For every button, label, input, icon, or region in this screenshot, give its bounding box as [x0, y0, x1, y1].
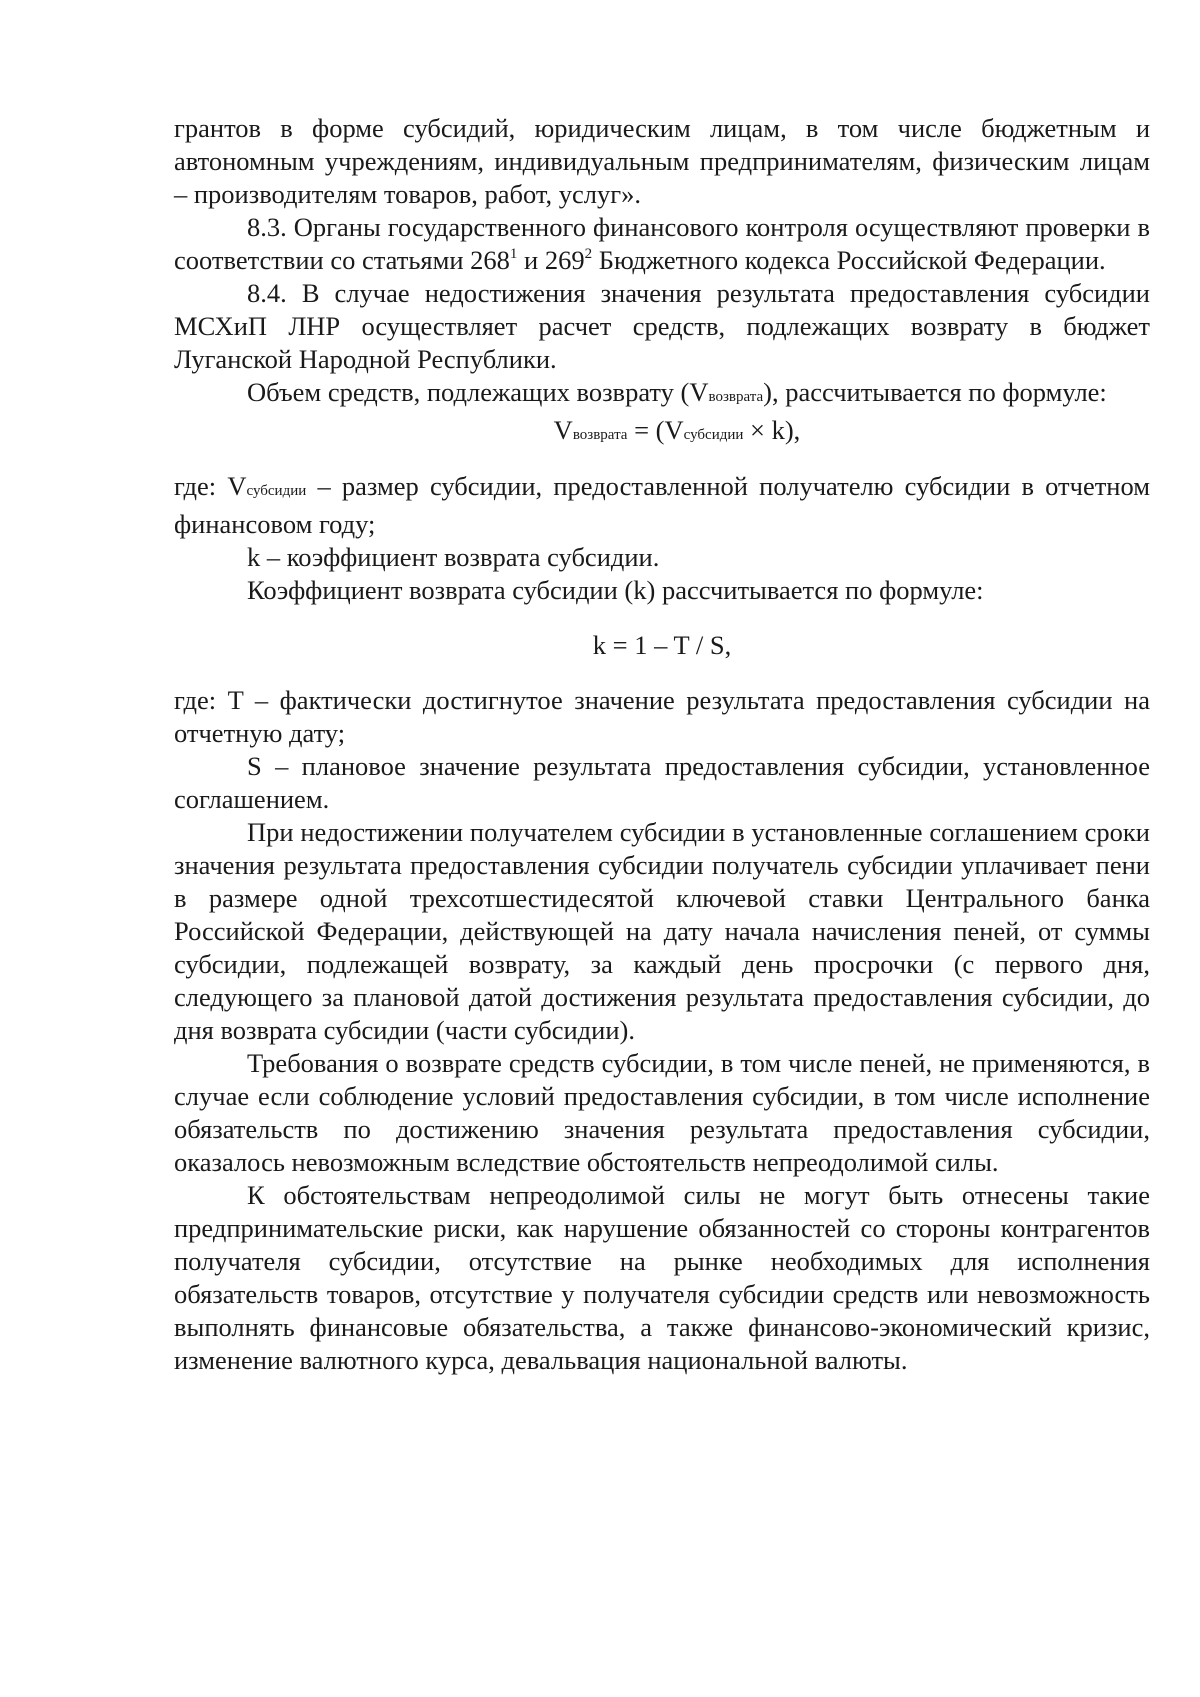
document-page [174, 112, 1150, 1377]
definition-v-subsidii-text-b: – размер субсидии, предоставленной получателю субсидии в отчетном финансовом году; [174, 471, 1150, 539]
formula1-v: V [553, 415, 573, 445]
definition-k: k – коэффициент возврата субсидии. [247, 542, 660, 572]
formula1-tail: × k), [743, 415, 801, 445]
superscript-1: 1 [509, 246, 518, 262]
paragraph-8-3-text-c: Бюджетного кодекса Российской Федерации. [592, 245, 1106, 275]
formula1-equals: = (V [627, 415, 684, 445]
spacer [174, 452, 1150, 470]
paragraph-k-formula-intro: Коэффициент возврата субсидии (k) рассчитывается по формуле: [247, 575, 984, 605]
paragraph-return-volume [174, 376, 1150, 414]
paragraph-force-majeure-exception: Требования о возврате средств субсидии, в том числе пеней, не применяются, в случае если соблюдение условий предоставления субсидии, в том числе исполнение обязательств по достижению значения результата предоставления субсидии, оказалось невозможным вследствие обстоятельств непреодолимой силы. [174, 1048, 1150, 1177]
formula-return-volume [174, 414, 1150, 452]
formula1-subscript-vozvrata: возврата [572, 427, 628, 443]
paragraph-8-4: 8.4. В случае недостижения значения результата предоставления субсидии МСХиП ЛНР осуществляет расчет средств, подлежащих возврату в бюджет Луганской Народной Республики. [174, 278, 1150, 374]
paragraph-penalties: При недостижении получателем субсидии в установленные соглашением сроки значения результата предоставления субсидии получатель субсидии уплачивает пени в размере одной трехсотшестидесятой ключевой ставки Центрального банка Российской Федерации, действующей на дату начала начисления пеней, от суммы субсидии, подлежащей возврату, за каждый день просрочки (с первого дня, следующего за плановой датой достижения результата предоставления субсидии, до дня возврата субсидии (части субсидии). [174, 817, 1150, 1045]
paragraph-8-3 [174, 211, 1150, 277]
paragraph-grants-continuation: грантов в форме субсидий, юридическим лицам, в том числе бюджетным и автономным учреждениям, индивидуальным предпринимателям, физическим лицам – производителям товаров, работ, услуг». [174, 113, 1150, 209]
formula1-subscript-subsidii: субсидии [683, 427, 744, 443]
paragraph-8-3-text-a: 8.3. Органы государственного финансового контроля осуществляют проверки в соответствии со статьями 268 [174, 212, 1150, 275]
definition-v-subsidii-text-a: где: V [174, 471, 247, 501]
spacer [174, 662, 1150, 684]
definition-t: где: T – фактически достигнутое значение результата предоставления субсидии на отчетную дату; [174, 685, 1150, 748]
definition-s: S – плановое значение результата предоставления субсидии, установленное соглашением. [174, 751, 1150, 814]
superscript-2: 2 [584, 246, 593, 262]
definition-v-subsidii-subscript: субсидии [246, 483, 307, 499]
return-volume-subscript: возврата [708, 389, 764, 405]
spacer [174, 607, 1150, 629]
definition-v-subsidii [174, 470, 1150, 541]
return-volume-text-a: Объем средств, подлежащих возврату (V [247, 377, 709, 407]
formula-k: k = 1 – T / S, [592, 630, 732, 660]
paragraph-force-majeure-exclusions: К обстоятельствам непреодолимой силы не могут быть отнесены такие предпринимательские риски, как нарушение обязанностей со стороны контрагентов получателя субсидии, отсутствие на рынке необходимых для исполнения обязательств товаров, отсутствие у получателя субсидии средств или невозможность выполнять финансовые обязательства, а также финансово-экономический кризис, изменение валютного курса, девальвация национальной валюты. [174, 1180, 1150, 1375]
paragraph-8-3-text-b: и 269 [517, 245, 585, 275]
return-volume-text-b: ), рассчитывается по формуле: [763, 377, 1107, 407]
